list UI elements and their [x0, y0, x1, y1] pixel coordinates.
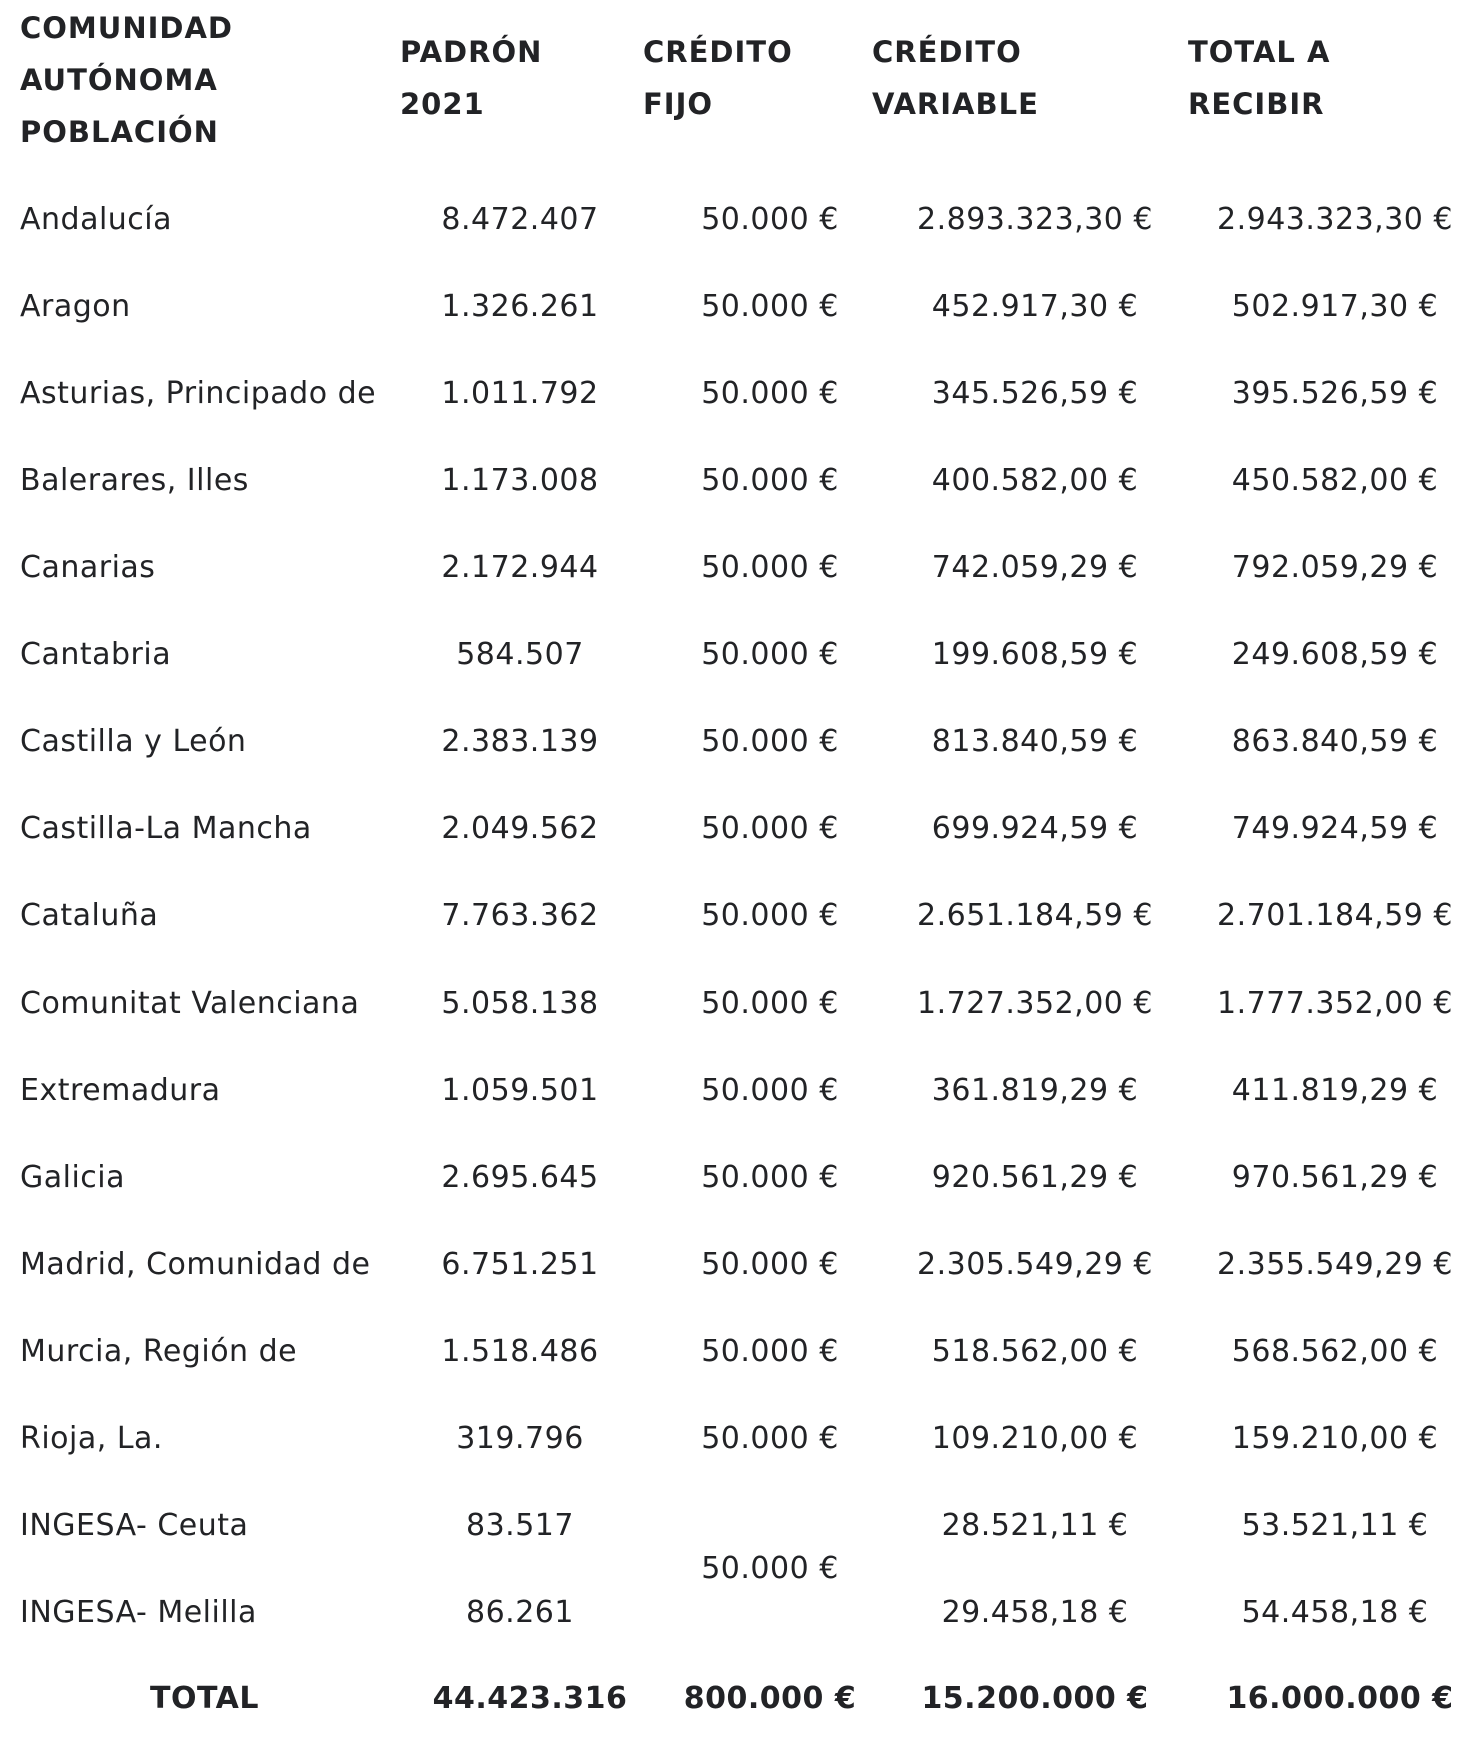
cell-comunidad: Andalucía: [20, 202, 173, 237]
cell-total-a-recibir: 395.526,59 €: [1231, 376, 1439, 411]
cell-padron: 319.796: [456, 1421, 584, 1456]
cell-comunidad: Castilla y León: [20, 724, 247, 759]
cell-total-a-recibir: 2.355.549,29 €: [1216, 1247, 1453, 1282]
cell-padron: 2.383.139: [441, 724, 599, 759]
cell-total-a-recibir: 2.701.184,59 €: [1216, 898, 1453, 933]
cell-credito-variable: 1.727.352,00 €: [916, 986, 1153, 1021]
cell-total-a-recibir: 54.458,18 €: [1241, 1595, 1429, 1630]
cell-credito-fijo: 50.000 €: [701, 202, 839, 237]
cell-padron: 1.011.792: [441, 376, 599, 411]
cell-comunidad: Comunitat Valenciana: [20, 986, 360, 1021]
cell-credito-fijo: 50.000 €: [701, 637, 839, 672]
cell-credito-variable: 361.819,29 €: [931, 1073, 1139, 1108]
cell-credito-fijo: 50.000 €: [701, 289, 839, 324]
cell-padron: 2.172.944: [441, 550, 599, 585]
cell-total-a-recibir: 863.840,59 €: [1231, 724, 1439, 759]
cell-comunidad: Canarias: [20, 550, 156, 585]
cell-total-a-recibir: 749.924,59 €: [1231, 811, 1439, 846]
cell-padron: 6.751.251: [441, 1247, 599, 1282]
cell-padron: 8.472.407: [441, 202, 599, 237]
cell-credito-fijo: 50.000 €: [701, 1247, 839, 1282]
cell-credito-variable: 2.305.549,29 €: [916, 1247, 1153, 1282]
cell-credito-variable: 920.561,29 €: [931, 1160, 1139, 1195]
cell-total-a-recibir: 53.521,11 €: [1241, 1508, 1429, 1543]
cell-total-a-recibir: 450.582,00 €: [1231, 463, 1439, 498]
cell-credito-variable: 109.210,00 €: [931, 1421, 1139, 1456]
cell-padron: 1.518.486: [441, 1334, 599, 1369]
cell-credito-fijo: 50.000 €: [701, 463, 839, 498]
header-credito-variable: CRÉDITO VARIABLE: [872, 35, 1039, 121]
cell-padron: 2.695.645: [441, 1160, 599, 1195]
cell-total-a-recibir: 159.210,00 €: [1231, 1421, 1439, 1456]
cell-comunidad: INGESA- Ceuta: [20, 1508, 249, 1543]
cell-credito-fijo: 50.000 €: [701, 1160, 839, 1195]
cell-credito-variable: 699.924,59 €: [931, 811, 1139, 846]
cell-credito-fijo: 50.000 €: [701, 724, 839, 759]
cell-credito-fijo: 50.000 €: [701, 1334, 839, 1369]
cell-padron: 7.763.362: [441, 898, 599, 933]
cell-padron: 584.507: [456, 637, 584, 672]
cell-credito-variable: 28.521,11 €: [941, 1508, 1129, 1543]
ingesa-shared-credito-fijo: 50.000 €: [701, 1551, 839, 1586]
cell-credito-fijo: 50.000 €: [701, 376, 839, 411]
cell-comunidad: Rioja, La.: [20, 1421, 163, 1456]
totals-credito-fijo: 800.000 €: [683, 1681, 857, 1716]
cell-comunidad: Asturias, Principado de: [20, 376, 377, 411]
cell-credito-fijo: 50.000 €: [701, 550, 839, 585]
cell-credito-variable: 199.608,59 €: [931, 637, 1139, 672]
cell-credito-variable: 29.458,18 €: [941, 1595, 1129, 1630]
cell-comunidad: Castilla-La Mancha: [20, 811, 312, 846]
cell-credito-fijo: 50.000 €: [701, 986, 839, 1021]
cell-comunidad: Cantabria: [20, 637, 172, 672]
cell-comunidad: Balerares, Illes: [20, 463, 249, 498]
cell-total-a-recibir: 249.608,59 €: [1231, 637, 1439, 672]
totals-padron: 44.423.316: [432, 1681, 628, 1716]
cell-comunidad: Murcia, Región de: [20, 1334, 298, 1369]
cell-comunidad: Galicia: [20, 1160, 126, 1195]
cell-padron: 1.059.501: [441, 1073, 599, 1108]
cell-credito-variable: 2.651.184,59 €: [916, 898, 1153, 933]
cell-credito-variable: 518.562,00 €: [931, 1334, 1139, 1369]
header-padron: PADRÓN 2021: [400, 35, 543, 121]
cell-credito-fijo: 50.000 €: [701, 898, 839, 933]
header-total-a-recibir: TOTAL A RECIBIR: [1188, 35, 1331, 121]
header-credito-fijo: CRÉDITO FIJO: [643, 35, 793, 121]
cell-padron: 2.049.562: [441, 811, 599, 846]
cell-credito-fijo: 50.000 €: [701, 811, 839, 846]
cell-credito-fijo: 50.000 €: [701, 1073, 839, 1108]
cell-credito-variable: 345.526,59 €: [931, 376, 1139, 411]
cell-total-a-recibir: 970.561,29 €: [1231, 1160, 1439, 1195]
cell-comunidad: INGESA- Melilla: [20, 1595, 257, 1630]
cell-padron: 86.261: [466, 1595, 574, 1630]
cell-padron: 1.173.008: [441, 463, 599, 498]
cell-comunidad: Extremadura: [20, 1073, 221, 1108]
cell-padron: 1.326.261: [441, 289, 599, 324]
cell-total-a-recibir: 1.777.352,00 €: [1216, 986, 1453, 1021]
cell-credito-variable: 2.893.323,30 €: [916, 202, 1153, 237]
totals-total-a-recibir: 16.000.000 €: [1226, 1681, 1454, 1716]
cell-comunidad: Cataluña: [20, 898, 159, 933]
cell-credito-fijo: 50.000 €: [701, 1421, 839, 1456]
header-comunidad: COMUNIDAD AUTÓNOMA POBLACIÓN: [20, 11, 233, 149]
cell-credito-variable: 813.840,59 €: [931, 724, 1139, 759]
cell-credito-variable: 452.917,30 €: [931, 289, 1139, 324]
cell-total-a-recibir: 568.562,00 €: [1231, 1334, 1439, 1369]
cell-total-a-recibir: 502.917,30 €: [1231, 289, 1439, 324]
cell-total-a-recibir: 792.059,29 €: [1231, 550, 1439, 585]
totals-label: TOTAL: [150, 1681, 259, 1716]
cell-comunidad: Madrid, Comunidad de: [20, 1247, 371, 1282]
cell-credito-variable: 400.582,00 €: [931, 463, 1139, 498]
totals-credito-variable: 15.200.000 €: [921, 1681, 1149, 1716]
cell-padron: 83.517: [466, 1508, 574, 1543]
cell-total-a-recibir: 2.943.323,30 €: [1216, 202, 1453, 237]
cell-total-a-recibir: 411.819,29 €: [1231, 1073, 1439, 1108]
cell-padron: 5.058.138: [441, 986, 599, 1021]
cell-credito-variable: 742.059,29 €: [931, 550, 1139, 585]
cell-comunidad: Aragon: [20, 289, 131, 324]
